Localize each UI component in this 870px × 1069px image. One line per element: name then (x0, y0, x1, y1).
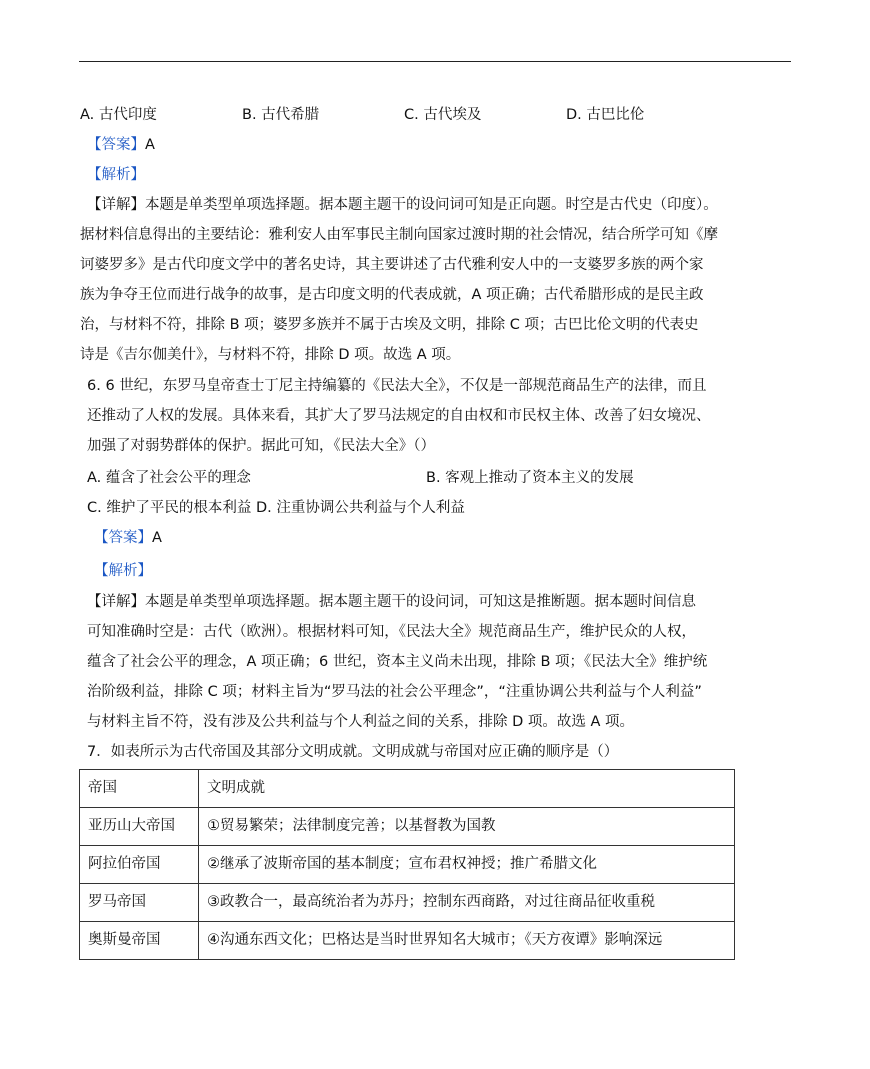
table-header-cell: 帝国 (80, 770, 199, 808)
q6-detail-line: 可知准确时空是：古代（欧洲）。根据材料可知，《民法大全》规范商品生产，维护民众的人权， (87, 624, 696, 640)
q5-option-d: D. 古巴比伦 (566, 107, 645, 123)
table-row (80, 846, 735, 884)
empire-table (79, 769, 735, 960)
q5-detail-line: 治，与材料不符，排除 B 项；婆罗多族并不属于古埃及文明，排除 C 项；古巴比伦文明的代表史 (80, 317, 699, 333)
q5-detail-line: 据材料信息得出的主要结论：雅利安人由军事民主制向国家过渡时期的社会情况，结合所学可知《摩 (80, 227, 718, 243)
table-cell-empire: 阿拉伯帝国 (80, 846, 199, 884)
q6-option-b: B. 客观上推动了资本主义的发展 (426, 470, 634, 486)
analysis-tag: 【解析】 (87, 167, 145, 183)
q6-stem-line: 6. 6 世纪，东罗马皇帝查士丁尼主持编纂的《民法大全》，不仅是一部规范商品生产的法律，而且 (87, 378, 707, 394)
q6-answer (94, 528, 162, 548)
answer-value: A (145, 137, 155, 153)
table-cell-empire: 奥斯曼帝国 (80, 922, 199, 960)
q5-detail-line: 诃婆罗多》是古代印度文学中的著名史诗，其主要讲述了古代雅利安人中的一支婆罗多族的两个家 (80, 257, 704, 273)
q6-detail-line: 【详解】本题是单类型单项选择题。据本题主题干的设问词，可知这是推断题。据本题时间信息 (87, 594, 696, 610)
q5-option-b: B. 古代希腊 (242, 107, 320, 123)
q6-detail-line: 与材料主旨不符，没有涉及公共利益与个人利益之间的关系，排除 D 项。故选 A 项。 (87, 714, 635, 730)
q7-stem: 7．如表所示为古代帝国及其部分文明成就。文明成就与帝国对应正确的顺序是（） (87, 744, 619, 760)
q6-analysis-tag (94, 561, 152, 581)
table-cell-achievement: ②继承了波斯帝国的基本制度；宣布君权神授；推广希腊文化 (199, 846, 735, 884)
table-cell-empire: 亚历山大帝国 (80, 808, 199, 846)
table-cell-empire: 罗马帝国 (80, 884, 199, 922)
table-row (80, 884, 735, 922)
q5-detail-line: 【详解】本题是单类型单项选择题。据本题主题干的设问词可知是正向题。时空是古代史（印度）。 (87, 197, 718, 213)
table-header-row (80, 770, 735, 808)
table-row (80, 922, 735, 960)
analysis-tag: 【解析】 (94, 563, 152, 579)
answer-value: A (152, 530, 162, 546)
q5-analysis-tag (87, 165, 145, 185)
table-row (80, 808, 735, 846)
q6-stem-line: 加强了对弱势群体的保护。据此可知，《民法大全》（） (87, 438, 435, 454)
q5-option-c: C. 古代埃及 (404, 107, 482, 123)
table-cell-achievement: ④沟通东西文化；巴格达是当时世界知名大城市；《天方夜谭》影响深远 (199, 922, 735, 960)
answer-tag: 【答案】 (87, 137, 145, 153)
q5-detail-line: 族为争夺王位而进行战争的故事，是古印度文明的代表成就，A 项正确；古代希腊形成的是民主政 (80, 287, 704, 303)
answer-tag: 【答案】 (94, 530, 152, 546)
q6-detail-line: 治阶级利益，排除 C 项；材料主旨为“罗马法的社会公平理念”，“注重协调公共利益与个人利益” (87, 684, 702, 700)
q6-detail-line: 蕴含了社会公平的理念，A 项正确；6 世纪，资本主义尚未出现，排除 B 项；《民法大全》维护统 (87, 654, 708, 670)
header-rule (79, 61, 791, 62)
table-cell-achievement: ①贸易繁荣；法律制度完善；以基督教为国教 (199, 808, 735, 846)
q6-option-cd: C. 维护了平民的根本利益 D. 注重协调公共利益与个人利益 (87, 500, 465, 516)
q6-option-a: A. 蕴含了社会公平的理念 (87, 470, 251, 486)
table-cell-achievement: ③政教合一，最高统治者为苏丹；控制东西商路，对过往商品征收重税 (199, 884, 735, 922)
q6-stem-line: 还推动了人权的发展。具体来看，其扩大了罗马法规定的自由权和市民权主体、改善了妇女境况、 (87, 408, 711, 424)
table-header-cell: 文明成就 (199, 770, 735, 808)
q5-detail-line: 诗是《吉尔伽美什》，与材料不符，排除 D 项。故选 A 项。 (80, 347, 461, 363)
q5-answer (87, 135, 155, 155)
q5-option-a: A. 古代印度 (80, 107, 157, 123)
